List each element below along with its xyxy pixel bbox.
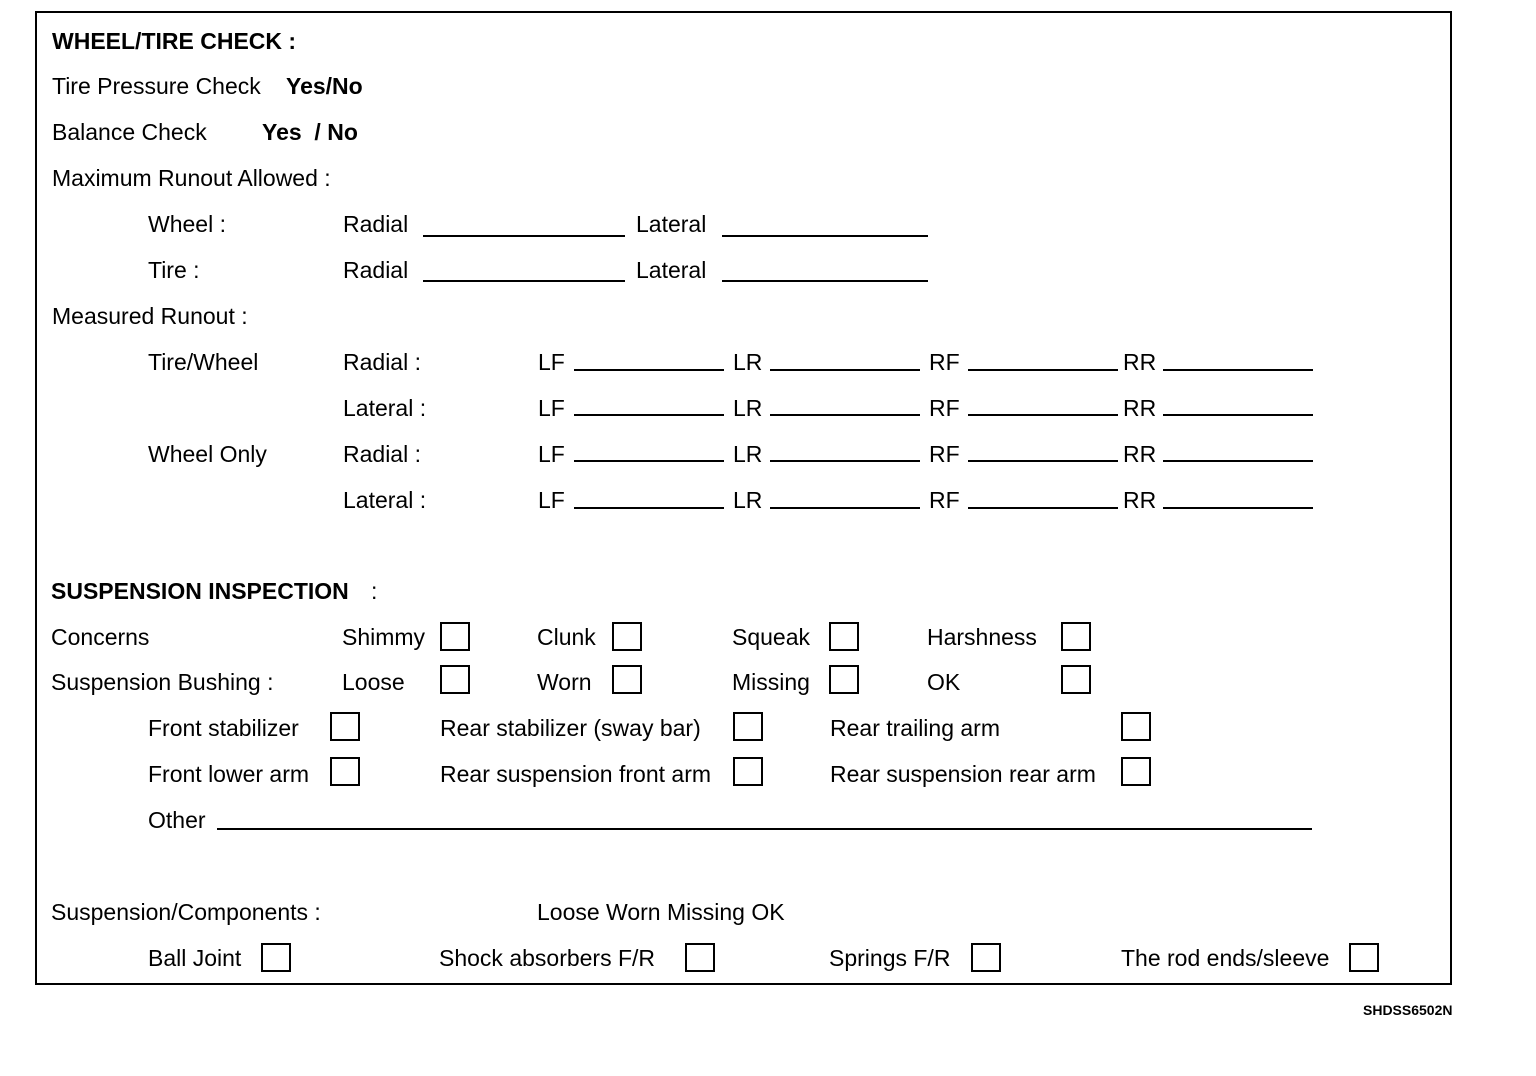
tire-wheel-radial-lr-label: LR <box>733 349 763 375</box>
rear-stabilizer-checkbox[interactable] <box>733 712 763 741</box>
suspension-bushing-label: Suspension Bushing : <box>51 669 274 695</box>
wheel-only-lateral-lr-field[interactable] <box>770 507 920 509</box>
concern-shimmy-checkbox[interactable] <box>440 622 470 651</box>
allowed-tire-radial-label: Radial <box>343 257 409 283</box>
balance-check-label: Balance Check <box>52 119 207 145</box>
tire-wheel-radial-lf-label: LF <box>538 349 565 375</box>
wheel-only-lateral-rr-field[interactable] <box>1163 507 1313 509</box>
allowed-wheel-radial-field[interactable] <box>423 235 625 237</box>
bushing-worn-label: Worn <box>537 669 592 695</box>
suspension-inspection-heading: SUSPENSION INSPECTION <box>51 578 349 604</box>
tire-wheel-radial-lf-field[interactable] <box>574 369 724 371</box>
wheel-only-lateral-lf-label: LF <box>538 487 565 513</box>
rear-suspension-rear-arm-checkbox[interactable] <box>1121 757 1151 786</box>
allowed-wheel-lateral-field[interactable] <box>722 235 928 237</box>
tire-wheel-radial-rr-field[interactable] <box>1163 369 1313 371</box>
wheel-only-radial-label: Radial : <box>343 441 421 467</box>
tire-wheel-lateral-lf-field[interactable] <box>574 414 724 416</box>
bushing-worn-checkbox[interactable] <box>612 665 642 694</box>
tire-pressure-check-label: Tire Pressure Check <box>52 73 261 99</box>
concern-squeak-label: Squeak <box>732 624 811 650</box>
ball-joint-label: Ball Joint <box>148 945 242 971</box>
allowed-tire-lateral-field[interactable] <box>722 280 928 282</box>
tire-wheel-lateral-rr-label: RR <box>1123 395 1157 421</box>
allowed-wheel-radial-label: Radial <box>343 211 409 237</box>
wheel-tire-check-heading: WHEEL/TIRE CHECK : <box>52 28 297 54</box>
suspension-inspection-heading-colon: : <box>371 578 378 604</box>
tire-wheel-lateral-lf-label: LF <box>538 395 565 421</box>
allowed-wheel-lateral-label: Lateral <box>636 211 707 237</box>
wheel-only-radial-lf-label: LF <box>538 441 565 467</box>
allowed-wheel-label: Wheel : <box>148 211 226 237</box>
wheel-only-radial-rr-label: RR <box>1123 441 1157 467</box>
rear-suspension-front-arm-label: Rear suspension front arm <box>440 761 712 787</box>
concern-clunk-label: Clunk <box>537 624 596 650</box>
front-lower-arm-label: Front lower arm <box>148 761 310 787</box>
springs-checkbox[interactable] <box>971 943 1001 972</box>
concern-harshness-checkbox[interactable] <box>1061 622 1091 651</box>
shock-absorbers-label: Shock absorbers F/R <box>439 945 656 971</box>
rear-suspension-rear-arm-label: Rear suspension rear arm <box>830 761 1096 787</box>
wheel-only-radial-lr-label: LR <box>733 441 763 467</box>
measured-runout-label: Measured Runout : <box>52 303 248 329</box>
tire-wheel-label: Tire/Wheel <box>148 349 259 375</box>
tire-wheel-lateral-rf-field[interactable] <box>968 414 1118 416</box>
allowed-tire-lateral-label: Lateral <box>636 257 707 283</box>
wheel-only-radial-rf-field[interactable] <box>968 460 1118 462</box>
concern-shimmy-label: Shimmy <box>342 624 426 650</box>
wheel-only-label: Wheel Only <box>148 441 267 467</box>
concern-squeak-checkbox[interactable] <box>829 622 859 651</box>
allowed-tire-radial-field[interactable] <box>423 280 625 282</box>
wheel-only-radial-rr-field[interactable] <box>1163 460 1313 462</box>
tire-wheel-radial-rf-label: RF <box>929 349 960 375</box>
wheel-only-radial-lr-field[interactable] <box>770 460 920 462</box>
bushing-ok-checkbox[interactable] <box>1061 665 1091 694</box>
tire-wheel-radial-rf-field[interactable] <box>968 369 1118 371</box>
wheel-only-lateral-lf-field[interactable] <box>574 507 724 509</box>
rear-trailing-arm-label: Rear trailing arm <box>830 715 1000 741</box>
rod-ends-sleeve-label: The rod ends/sleeve <box>1121 945 1330 971</box>
figure-code: SHDSS6502N <box>1363 1002 1453 1018</box>
allowed-tire-label: Tire : <box>148 257 200 283</box>
max-runout-allowed-label: Maximum Runout Allowed : <box>52 165 331 191</box>
rear-stabilizer-label: Rear stabilizer (sway bar) <box>440 715 701 741</box>
rod-ends-sleeve-checkbox[interactable] <box>1349 943 1379 972</box>
concern-harshness-label: Harshness <box>927 624 1037 650</box>
front-lower-arm-checkbox[interactable] <box>330 757 360 786</box>
shock-absorbers-checkbox[interactable] <box>685 943 715 972</box>
concern-clunk-checkbox[interactable] <box>612 622 642 651</box>
bushing-ok-label: OK <box>927 669 961 695</box>
springs-label: Springs F/R <box>829 945 951 971</box>
other-field[interactable] <box>217 828 1312 830</box>
other-label: Other <box>148 807 206 833</box>
wheel-only-lateral-label: Lateral : <box>343 487 427 513</box>
wheel-only-lateral-lr-label: LR <box>733 487 763 513</box>
rear-trailing-arm-checkbox[interactable] <box>1121 712 1151 741</box>
tire-wheel-radial-lr-field[interactable] <box>770 369 920 371</box>
tire-wheel-lateral-lr-label: LR <box>733 395 763 421</box>
balance-check-options[interactable]: Yes / No <box>262 119 358 145</box>
tire-wheel-lateral-lr-field[interactable] <box>770 414 920 416</box>
wheel-only-radial-rf-label: RF <box>929 441 960 467</box>
tire-wheel-lateral-rr-field[interactable] <box>1163 414 1313 416</box>
tire-wheel-lateral-rf-label: RF <box>929 395 960 421</box>
bushing-loose-label: Loose <box>342 669 405 695</box>
bushing-missing-checkbox[interactable] <box>829 665 859 694</box>
front-stabilizer-checkbox[interactable] <box>330 712 360 741</box>
tire-wheel-radial-label: Radial : <box>343 349 421 375</box>
ball-joint-checkbox[interactable] <box>261 943 291 972</box>
bushing-missing-label: Missing <box>732 669 810 695</box>
tire-pressure-options[interactable]: Yes/No <box>286 73 363 99</box>
wheel-only-lateral-rr-label: RR <box>1123 487 1157 513</box>
tire-wheel-lateral-label: Lateral : <box>343 395 427 421</box>
components-legend: Loose Worn Missing OK <box>537 899 785 925</box>
front-stabilizer-label: Front stabilizer <box>148 715 299 741</box>
tire-wheel-radial-rr-label: RR <box>1123 349 1157 375</box>
bushing-loose-checkbox[interactable] <box>440 665 470 694</box>
rear-suspension-front-arm-checkbox[interactable] <box>733 757 763 786</box>
wheel-only-lateral-rf-field[interactable] <box>968 507 1118 509</box>
concerns-label: Concerns <box>51 624 150 650</box>
wheel-only-radial-lf-field[interactable] <box>574 460 724 462</box>
suspension-components-label: Suspension/Components : <box>51 899 321 925</box>
wheel-only-lateral-rf-label: RF <box>929 487 960 513</box>
